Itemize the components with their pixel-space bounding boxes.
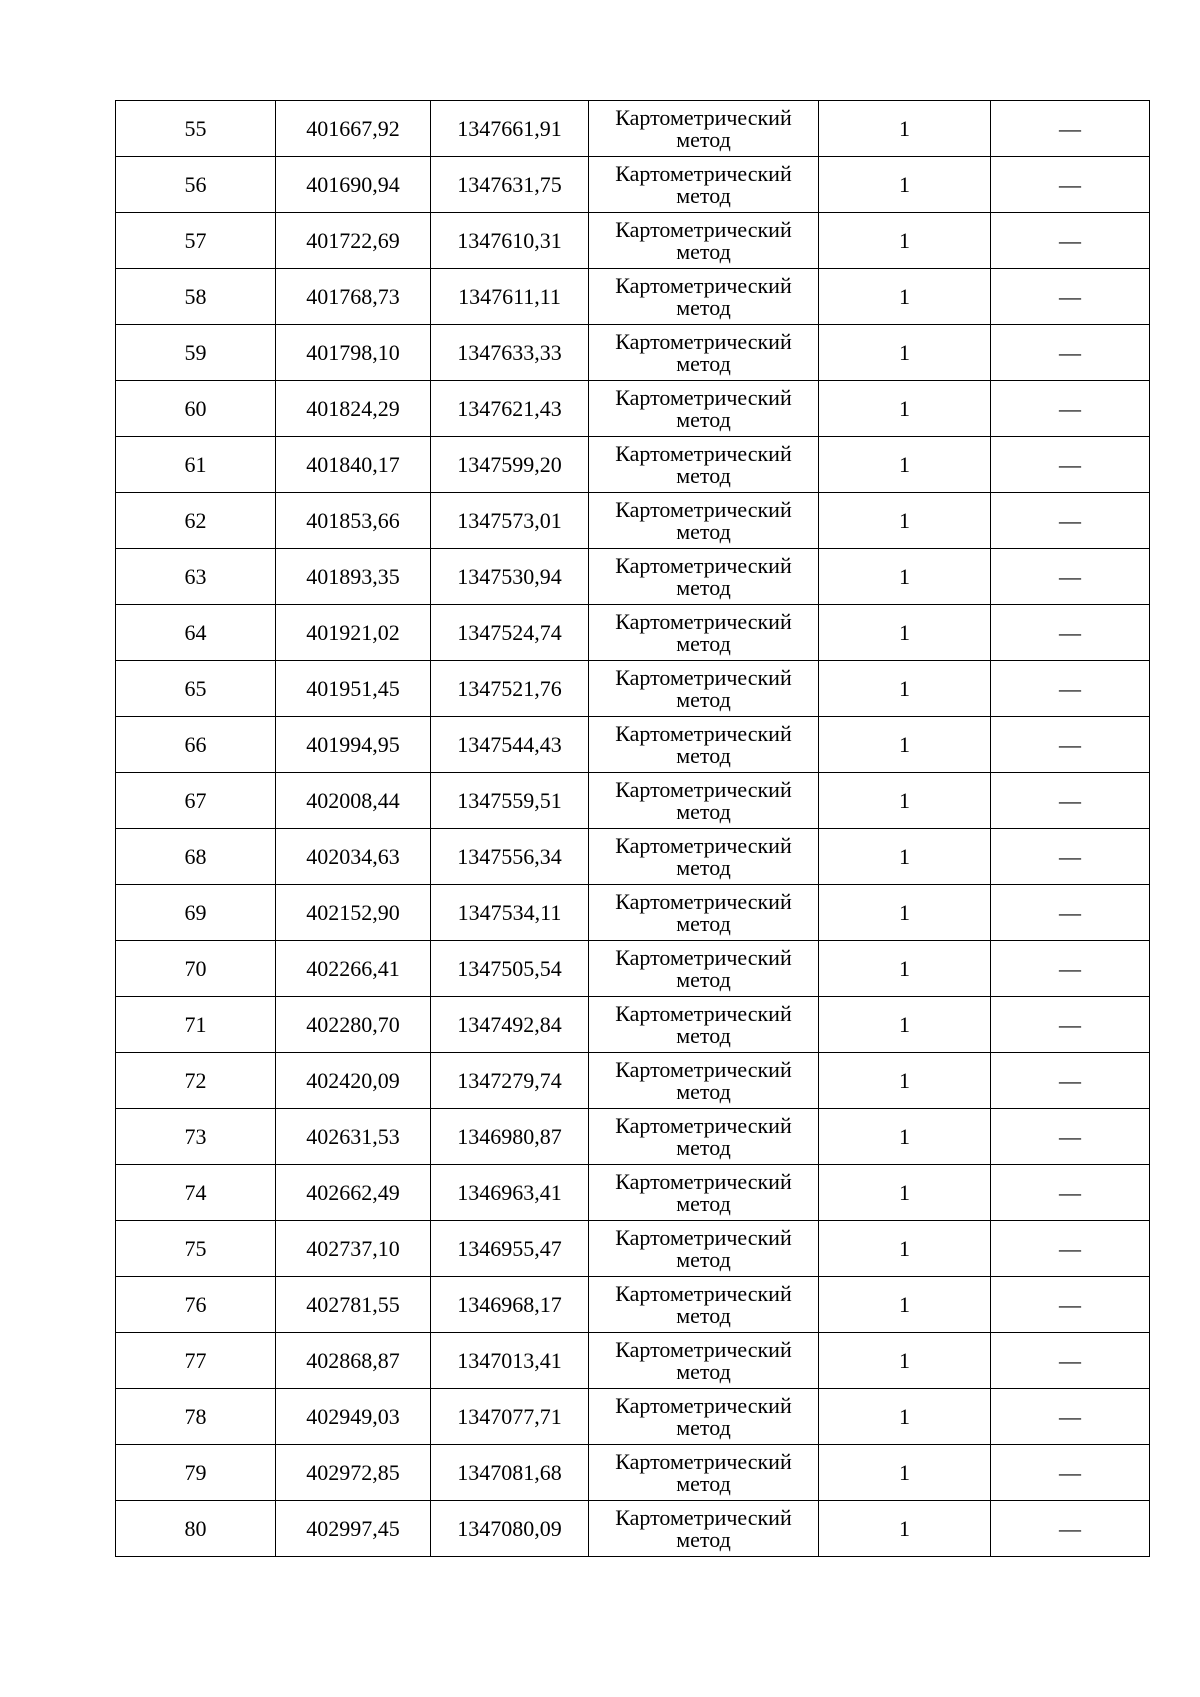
method-cell: Картометрический метод bbox=[589, 325, 819, 381]
y-coordinate-cell: 1346968,17 bbox=[431, 1277, 589, 1333]
x-coordinate-cell: 401951,45 bbox=[276, 661, 431, 717]
point-number-cell: 65 bbox=[116, 661, 276, 717]
y-coordinate-cell: 1347524,74 bbox=[431, 605, 589, 661]
point-number-cell: 78 bbox=[116, 1389, 276, 1445]
note-cell: — bbox=[991, 1165, 1150, 1221]
point-number-cell: 58 bbox=[116, 269, 276, 325]
accuracy-cell: 1 bbox=[819, 717, 991, 773]
method-cell: Картометрический метод bbox=[589, 773, 819, 829]
method-cell: Картометрический метод bbox=[589, 157, 819, 213]
table-row bbox=[116, 437, 1150, 493]
table-row bbox=[116, 773, 1150, 829]
table-row bbox=[116, 1501, 1150, 1557]
method-cell: Картометрический метод bbox=[589, 1445, 819, 1501]
point-number-cell: 59 bbox=[116, 325, 276, 381]
accuracy-cell: 1 bbox=[819, 437, 991, 493]
point-number-cell: 71 bbox=[116, 997, 276, 1053]
table-row bbox=[116, 1277, 1150, 1333]
y-coordinate-cell: 1347077,71 bbox=[431, 1389, 589, 1445]
point-number-cell: 55 bbox=[116, 101, 276, 157]
table-row bbox=[116, 1053, 1150, 1109]
point-number-cell: 72 bbox=[116, 1053, 276, 1109]
table-row bbox=[116, 1165, 1150, 1221]
x-coordinate-cell: 402781,55 bbox=[276, 1277, 431, 1333]
x-coordinate-cell: 401667,92 bbox=[276, 101, 431, 157]
accuracy-cell: 1 bbox=[819, 773, 991, 829]
note-cell: — bbox=[991, 437, 1150, 493]
y-coordinate-cell: 1347279,74 bbox=[431, 1053, 589, 1109]
method-cell: Картометрический метод bbox=[589, 1277, 819, 1333]
x-coordinate-cell: 401722,69 bbox=[276, 213, 431, 269]
point-number-cell: 80 bbox=[116, 1501, 276, 1557]
table-body bbox=[116, 101, 1150, 1557]
accuracy-cell: 1 bbox=[819, 101, 991, 157]
x-coordinate-cell: 401853,66 bbox=[276, 493, 431, 549]
accuracy-cell: 1 bbox=[819, 1277, 991, 1333]
x-coordinate-cell: 402420,09 bbox=[276, 1053, 431, 1109]
note-cell: — bbox=[991, 101, 1150, 157]
accuracy-cell: 1 bbox=[819, 997, 991, 1053]
point-number-cell: 69 bbox=[116, 885, 276, 941]
table-row bbox=[116, 325, 1150, 381]
accuracy-cell: 1 bbox=[819, 885, 991, 941]
accuracy-cell: 1 bbox=[819, 661, 991, 717]
x-coordinate-cell: 402868,87 bbox=[276, 1333, 431, 1389]
y-coordinate-cell: 1347530,94 bbox=[431, 549, 589, 605]
method-cell: Картометрический метод bbox=[589, 997, 819, 1053]
method-cell: Картометрический метод bbox=[589, 829, 819, 885]
x-coordinate-cell: 402631,53 bbox=[276, 1109, 431, 1165]
accuracy-cell: 1 bbox=[819, 269, 991, 325]
point-number-cell: 57 bbox=[116, 213, 276, 269]
note-cell: — bbox=[991, 661, 1150, 717]
note-cell: — bbox=[991, 605, 1150, 661]
method-cell: Картометрический метод bbox=[589, 381, 819, 437]
note-cell: — bbox=[991, 1501, 1150, 1557]
point-number-cell: 66 bbox=[116, 717, 276, 773]
note-cell: — bbox=[991, 269, 1150, 325]
y-coordinate-cell: 1347080,09 bbox=[431, 1501, 589, 1557]
note-cell: — bbox=[991, 829, 1150, 885]
table-row bbox=[116, 549, 1150, 605]
accuracy-cell: 1 bbox=[819, 1389, 991, 1445]
table-row bbox=[116, 941, 1150, 997]
note-cell: — bbox=[991, 885, 1150, 941]
accuracy-cell: 1 bbox=[819, 829, 991, 885]
table-row bbox=[116, 1333, 1150, 1389]
point-number-cell: 67 bbox=[116, 773, 276, 829]
y-coordinate-cell: 1347621,43 bbox=[431, 381, 589, 437]
accuracy-cell: 1 bbox=[819, 157, 991, 213]
method-cell: Картометрический метод bbox=[589, 549, 819, 605]
method-cell: Картометрический метод bbox=[589, 941, 819, 997]
x-coordinate-cell: 401798,10 bbox=[276, 325, 431, 381]
accuracy-cell: 1 bbox=[819, 325, 991, 381]
y-coordinate-cell: 1347013,41 bbox=[431, 1333, 589, 1389]
x-coordinate-cell: 402972,85 bbox=[276, 1445, 431, 1501]
y-coordinate-cell: 1347492,84 bbox=[431, 997, 589, 1053]
note-cell: — bbox=[991, 325, 1150, 381]
table-row bbox=[116, 157, 1150, 213]
x-coordinate-cell: 401994,95 bbox=[276, 717, 431, 773]
method-cell: Картометрический метод bbox=[589, 213, 819, 269]
method-cell: Картометрический метод bbox=[589, 885, 819, 941]
method-cell: Картометрический метод bbox=[589, 269, 819, 325]
method-cell: Картометрический метод bbox=[589, 1501, 819, 1557]
table-row bbox=[116, 213, 1150, 269]
accuracy-cell: 1 bbox=[819, 1053, 991, 1109]
method-cell: Картометрический метод bbox=[589, 1109, 819, 1165]
method-cell: Картометрический метод bbox=[589, 1333, 819, 1389]
x-coordinate-cell: 402737,10 bbox=[276, 1221, 431, 1277]
method-cell: Картометрический метод bbox=[589, 1165, 819, 1221]
table-row bbox=[116, 885, 1150, 941]
table-row bbox=[116, 381, 1150, 437]
y-coordinate-cell: 1347521,76 bbox=[431, 661, 589, 717]
y-coordinate-cell: 1347505,54 bbox=[431, 941, 589, 997]
y-coordinate-cell: 1347661,91 bbox=[431, 101, 589, 157]
method-cell: Картометрический метод bbox=[589, 605, 819, 661]
note-cell: — bbox=[991, 549, 1150, 605]
table-row bbox=[116, 717, 1150, 773]
note-cell: — bbox=[991, 1445, 1150, 1501]
point-number-cell: 77 bbox=[116, 1333, 276, 1389]
note-cell: — bbox=[991, 157, 1150, 213]
accuracy-cell: 1 bbox=[819, 549, 991, 605]
method-cell: Картометрический метод bbox=[589, 717, 819, 773]
accuracy-cell: 1 bbox=[819, 1333, 991, 1389]
x-coordinate-cell: 401768,73 bbox=[276, 269, 431, 325]
table-row bbox=[116, 829, 1150, 885]
point-number-cell: 56 bbox=[116, 157, 276, 213]
point-number-cell: 61 bbox=[116, 437, 276, 493]
y-coordinate-cell: 1346955,47 bbox=[431, 1221, 589, 1277]
note-cell: — bbox=[991, 997, 1150, 1053]
y-coordinate-cell: 1346980,87 bbox=[431, 1109, 589, 1165]
x-coordinate-cell: 401921,02 bbox=[276, 605, 431, 661]
point-number-cell: 63 bbox=[116, 549, 276, 605]
x-coordinate-cell: 402662,49 bbox=[276, 1165, 431, 1221]
note-cell: — bbox=[991, 1389, 1150, 1445]
method-cell: Картометрический метод bbox=[589, 101, 819, 157]
x-coordinate-cell: 402034,63 bbox=[276, 829, 431, 885]
note-cell: — bbox=[991, 1053, 1150, 1109]
point-number-cell: 79 bbox=[116, 1445, 276, 1501]
accuracy-cell: 1 bbox=[819, 213, 991, 269]
method-cell: Картометрический метод bbox=[589, 1389, 819, 1445]
x-coordinate-cell: 402997,45 bbox=[276, 1501, 431, 1557]
point-number-cell: 75 bbox=[116, 1221, 276, 1277]
table-row bbox=[116, 1389, 1150, 1445]
x-coordinate-cell: 401840,17 bbox=[276, 437, 431, 493]
method-cell: Картометрический метод bbox=[589, 1221, 819, 1277]
y-coordinate-cell: 1347544,43 bbox=[431, 717, 589, 773]
y-coordinate-cell: 1347633,33 bbox=[431, 325, 589, 381]
point-number-cell: 70 bbox=[116, 941, 276, 997]
y-coordinate-cell: 1347573,01 bbox=[431, 493, 589, 549]
y-coordinate-cell: 1347534,11 bbox=[431, 885, 589, 941]
accuracy-cell: 1 bbox=[819, 1221, 991, 1277]
x-coordinate-cell: 402008,44 bbox=[276, 773, 431, 829]
point-number-cell: 76 bbox=[116, 1277, 276, 1333]
x-coordinate-cell: 402949,03 bbox=[276, 1389, 431, 1445]
point-number-cell: 73 bbox=[116, 1109, 276, 1165]
table-row bbox=[116, 1445, 1150, 1501]
note-cell: — bbox=[991, 381, 1150, 437]
note-cell: — bbox=[991, 1109, 1150, 1165]
method-cell: Картометрический метод bbox=[589, 493, 819, 549]
accuracy-cell: 1 bbox=[819, 381, 991, 437]
method-cell: Картометрический метод bbox=[589, 437, 819, 493]
note-cell: — bbox=[991, 213, 1150, 269]
y-coordinate-cell: 1347559,51 bbox=[431, 773, 589, 829]
method-cell: Картометрический метод bbox=[589, 1053, 819, 1109]
x-coordinate-cell: 402266,41 bbox=[276, 941, 431, 997]
accuracy-cell: 1 bbox=[819, 941, 991, 997]
note-cell: — bbox=[991, 941, 1150, 997]
note-cell: — bbox=[991, 717, 1150, 773]
x-coordinate-cell: 402280,70 bbox=[276, 997, 431, 1053]
x-coordinate-cell: 401824,29 bbox=[276, 381, 431, 437]
accuracy-cell: 1 bbox=[819, 605, 991, 661]
x-coordinate-cell: 401893,35 bbox=[276, 549, 431, 605]
point-number-cell: 64 bbox=[116, 605, 276, 661]
y-coordinate-cell: 1346963,41 bbox=[431, 1165, 589, 1221]
note-cell: — bbox=[991, 773, 1150, 829]
accuracy-cell: 1 bbox=[819, 1501, 991, 1557]
table-row bbox=[116, 997, 1150, 1053]
method-cell: Картометрический метод bbox=[589, 661, 819, 717]
point-number-cell: 62 bbox=[116, 493, 276, 549]
coordinates-table bbox=[115, 100, 1150, 1557]
point-number-cell: 60 bbox=[116, 381, 276, 437]
y-coordinate-cell: 1347631,75 bbox=[431, 157, 589, 213]
table-row bbox=[116, 101, 1150, 157]
y-coordinate-cell: 1347081,68 bbox=[431, 1445, 589, 1501]
y-coordinate-cell: 1347610,31 bbox=[431, 213, 589, 269]
x-coordinate-cell: 401690,94 bbox=[276, 157, 431, 213]
accuracy-cell: 1 bbox=[819, 1109, 991, 1165]
point-number-cell: 68 bbox=[116, 829, 276, 885]
table-row bbox=[116, 1221, 1150, 1277]
table-row bbox=[116, 269, 1150, 325]
point-number-cell: 74 bbox=[116, 1165, 276, 1221]
note-cell: — bbox=[991, 1221, 1150, 1277]
note-cell: — bbox=[991, 1333, 1150, 1389]
table-row bbox=[116, 493, 1150, 549]
x-coordinate-cell: 402152,90 bbox=[276, 885, 431, 941]
table-row bbox=[116, 661, 1150, 717]
note-cell: — bbox=[991, 493, 1150, 549]
y-coordinate-cell: 1347599,20 bbox=[431, 437, 589, 493]
accuracy-cell: 1 bbox=[819, 493, 991, 549]
accuracy-cell: 1 bbox=[819, 1445, 991, 1501]
table-row bbox=[116, 1109, 1150, 1165]
table-row bbox=[116, 605, 1150, 661]
y-coordinate-cell: 1347611,11 bbox=[431, 269, 589, 325]
y-coordinate-cell: 1347556,34 bbox=[431, 829, 589, 885]
note-cell: — bbox=[991, 1277, 1150, 1333]
accuracy-cell: 1 bbox=[819, 1165, 991, 1221]
